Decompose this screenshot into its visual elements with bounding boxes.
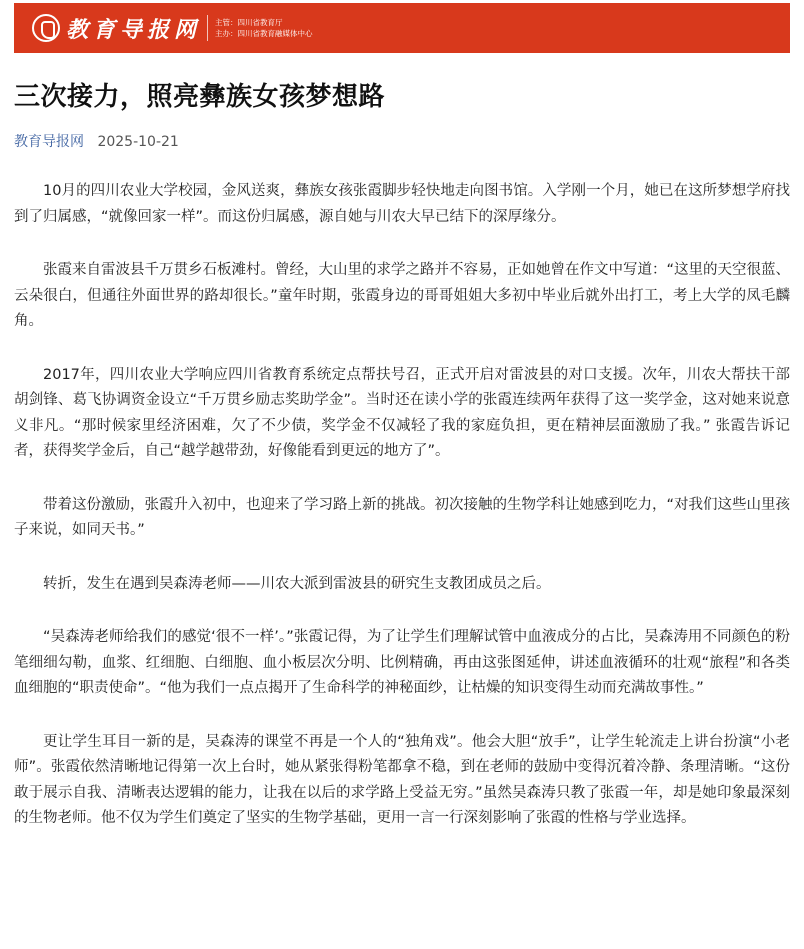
header-sponsor: 主管：四川省教育厅	[215, 18, 283, 27]
site-logo-icon[interactable]	[32, 14, 60, 42]
article-paragraph: 张霞来自雷波县千万贯乡石板滩村。曾经，大山里的求学之路并不容易，正如她曾在作文中写道：“这里的天空很蓝、云朵很白，但通往外面世界的路却很长。”童年时期，张霞身边的哥哥姐姐大多初中毕业后就外出打工，考上大学的凤毛麟角。	[14, 262, 791, 329]
article-title: 三次接力，照亮彝族女孩梦想路	[14, 82, 386, 112]
article-paragraph: 10月的四川农业大学校园，金风送爽，彝族女孩张霞脚步轻快地走向图书馆。入学刚一个月，她已在这所梦想学府找到了归属感，“就像回家一样”。而这份归属感，源自她与川农大早已结下的深厚缘分。	[14, 183, 790, 225]
header-organizer: 主办：四川省教育融媒体中心	[215, 29, 313, 38]
header-divider	[207, 15, 208, 41]
article-meta	[14, 131, 179, 151]
article-paragraph: 带着这份激励，张霞升入初中，也迎来了学习路上新的挑战。初次接触的生物学科让她感到吃力，“对我们这些山里孩子来说，如同天书。”	[14, 496, 791, 538]
site-logo-text[interactable]: 教育导报网	[66, 16, 202, 43]
article-source[interactable]: 教育导报网	[14, 134, 84, 150]
article-paragraph: “吴森涛老师给我们的感觉‘很不一样’。”张霞记得，为了让学生们理解试管中血液成分的占比，吴森涛用不同颜色的粉笔细细勾勒，血浆、红细胞、白细胞、血小板层次分明、比例精确，再由这张图延伸，讲述血液循环的壮观“旅程”和各类血细胞的“职责使命”。“他为我们一点点揭开了生命科学的神秘面纱，让枯燥的知识变得生动而充满故事性。”	[14, 629, 790, 696]
article-paragraph: 更让学生耳目一新的是，吴森涛的课堂不再是一个人的“独角戏”。他会大胆“放手”，让学生轮流走上讲台扮演“小老师”。张霞依然清晰地记得第一次上台时，她从紧张得粉笔都拿不稳，到在老师的鼓励中变得沉着冷静、条理清晰。“这份敢于展示自我、清晰表达逻辑的能力，让我在以后的求学路上受益无穷。”虽然吴森涛只教了张霞一年，却是她印象最深刻的生物老师。他不仅为学生们奠定了坚实的生物学基础，更用一言一行深刻影响了张霞的性格与学业选择。	[14, 733, 790, 826]
article-paragraph: 转折，发生在遇到吴森涛老师——川农大派到雷波县的研究生支教团成员之后。	[43, 575, 551, 592]
header-org-info	[215, 17, 313, 39]
site-header	[14, 3, 790, 53]
article-body	[14, 179, 790, 860]
article-date: 2025-10-21	[97, 134, 179, 150]
article-paragraph: 2017年，四川农业大学响应四川省教育系统定点帮扶号召，正式开启对雷波县的对口支援。次年，川农大帮扶干部胡剑锋、葛飞协调资金设立“千万贯乡励志奖助学金”。当时还在读小学的张霞连续两年获得了这一奖学金，这对她来说意义非凡。“那时候家里经济困难，欠了不少债，奖学金不仅减轻了我的家庭负担，更在精神层面激励了我。” 张霞告诉记者，获得奖学金后，自己“越学越带劲，好像能看到更远的地方了”。	[14, 366, 790, 459]
